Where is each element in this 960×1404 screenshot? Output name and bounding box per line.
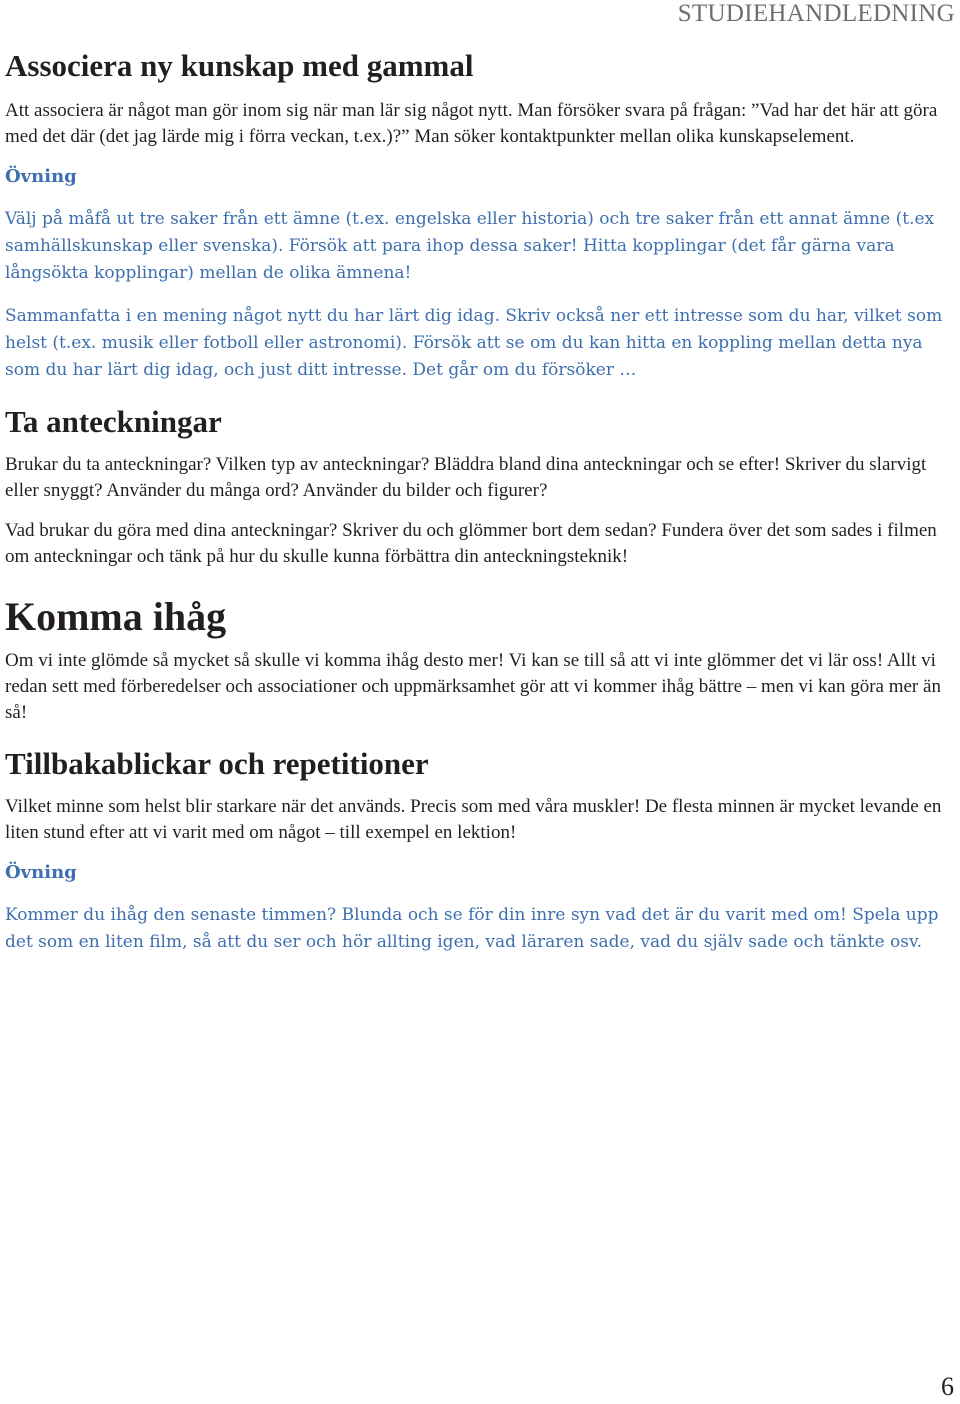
running-header: STUDIEHANDLEDNING bbox=[677, 0, 955, 27]
paragraph-associera: Att associera är något man gör inom sig när man lär sig något nytt. Man försöker svara på frågan: ”Vad har det här att göra med det där (det jag lärde mig i förra veckan, t.ex.)?” Man söker kontaktpunkter mellan olika kunskapselement. bbox=[5, 100, 938, 147]
exercise-paragraph-associera-2: Sammanfatta i en mening något nytt du har lärt dig idag. Skriv också ner ett intresse som du har, vilket som helst (t.ex. musik eller fotboll eller astronomi). Försök att se om du kan hitta en koppling mellan detta nya som du har lärt dig idag, och just ditt intresse. Det går om du försöker … bbox=[5, 306, 943, 380]
section-tillbakablickar bbox=[5, 744, 955, 956]
exercise-paragraph-tillbakablickar: Kommer du ihåg den senaste timmen? Blunda och se för din inre syn vad det är du varit med om! Spela upp det som en liten film, så att du ser och hör allting igen, vad läraren sade, vad du själv sade och tänkte osv. bbox=[5, 905, 939, 952]
paragraph-tillbakablickar: Vilket minne som helst blir starkare när det används. Precis som med våra muskler! De flesta minnen är mycket levande en liten stund efter att vi varit med om något – till exempel en lektion! bbox=[5, 796, 942, 843]
paragraph-anteckningar-2: Vad brukar du göra med dina anteckningar? Skriver du och glömmer bort dem sedan? Fundera över det som sades i filmen om anteckningar och tänk på hur du skulle kunna förbättra din anteckningsteknik! bbox=[5, 520, 937, 567]
paragraph-anteckningar-1: Brukar du ta anteckningar? Vilken typ av anteckningar? Bläddra bland dina anteckningar och se efter! Skriver du slarvigt eller snyggt? Använder du många ord? Använder du bilder och figurer? bbox=[5, 454, 927, 501]
section-heading-komma-ihag: Komma ihåg bbox=[5, 594, 227, 639]
section-anteckningar bbox=[5, 402, 955, 570]
exercise-title-associera: Övning bbox=[5, 166, 77, 187]
section-heading-associera: Associera ny kunskap med gammal bbox=[5, 48, 474, 83]
page-number: 6 bbox=[941, 1372, 954, 1401]
section-komma-ihag bbox=[5, 592, 955, 726]
page-content bbox=[5, 46, 955, 972]
section-heading-anteckningar: Ta anteckningar bbox=[5, 404, 222, 439]
section-associera bbox=[5, 46, 955, 384]
exercise-paragraph-associera-1: Välj på måfå ut tre saker från ett ämne (t.ex. engelska eller historia) och tre saker från ett annat ämne (t.ex samhällskunskap eller svenska). Försök att para ihop dessa saker! Hitta kopplingar (det får gärna vara långsökta kopplingar) mellan de olika ämnena! bbox=[5, 209, 935, 283]
paragraph-komma-ihag: Om vi inte glömde så mycket så skulle vi komma ihåg desto mer! Vi kan se till så att vi inte glömmer det vi lär oss! Allt vi redan sett med förberedelser och associationer och uppmärksamhet gör att vi kommer ihåg bättre – men vi kan göra mer än så! bbox=[5, 650, 941, 723]
section-heading-tillbakablickar: Tillbakablickar och repetitioner bbox=[5, 746, 429, 781]
exercise-title-tillbakablickar: Övning bbox=[5, 862, 77, 883]
